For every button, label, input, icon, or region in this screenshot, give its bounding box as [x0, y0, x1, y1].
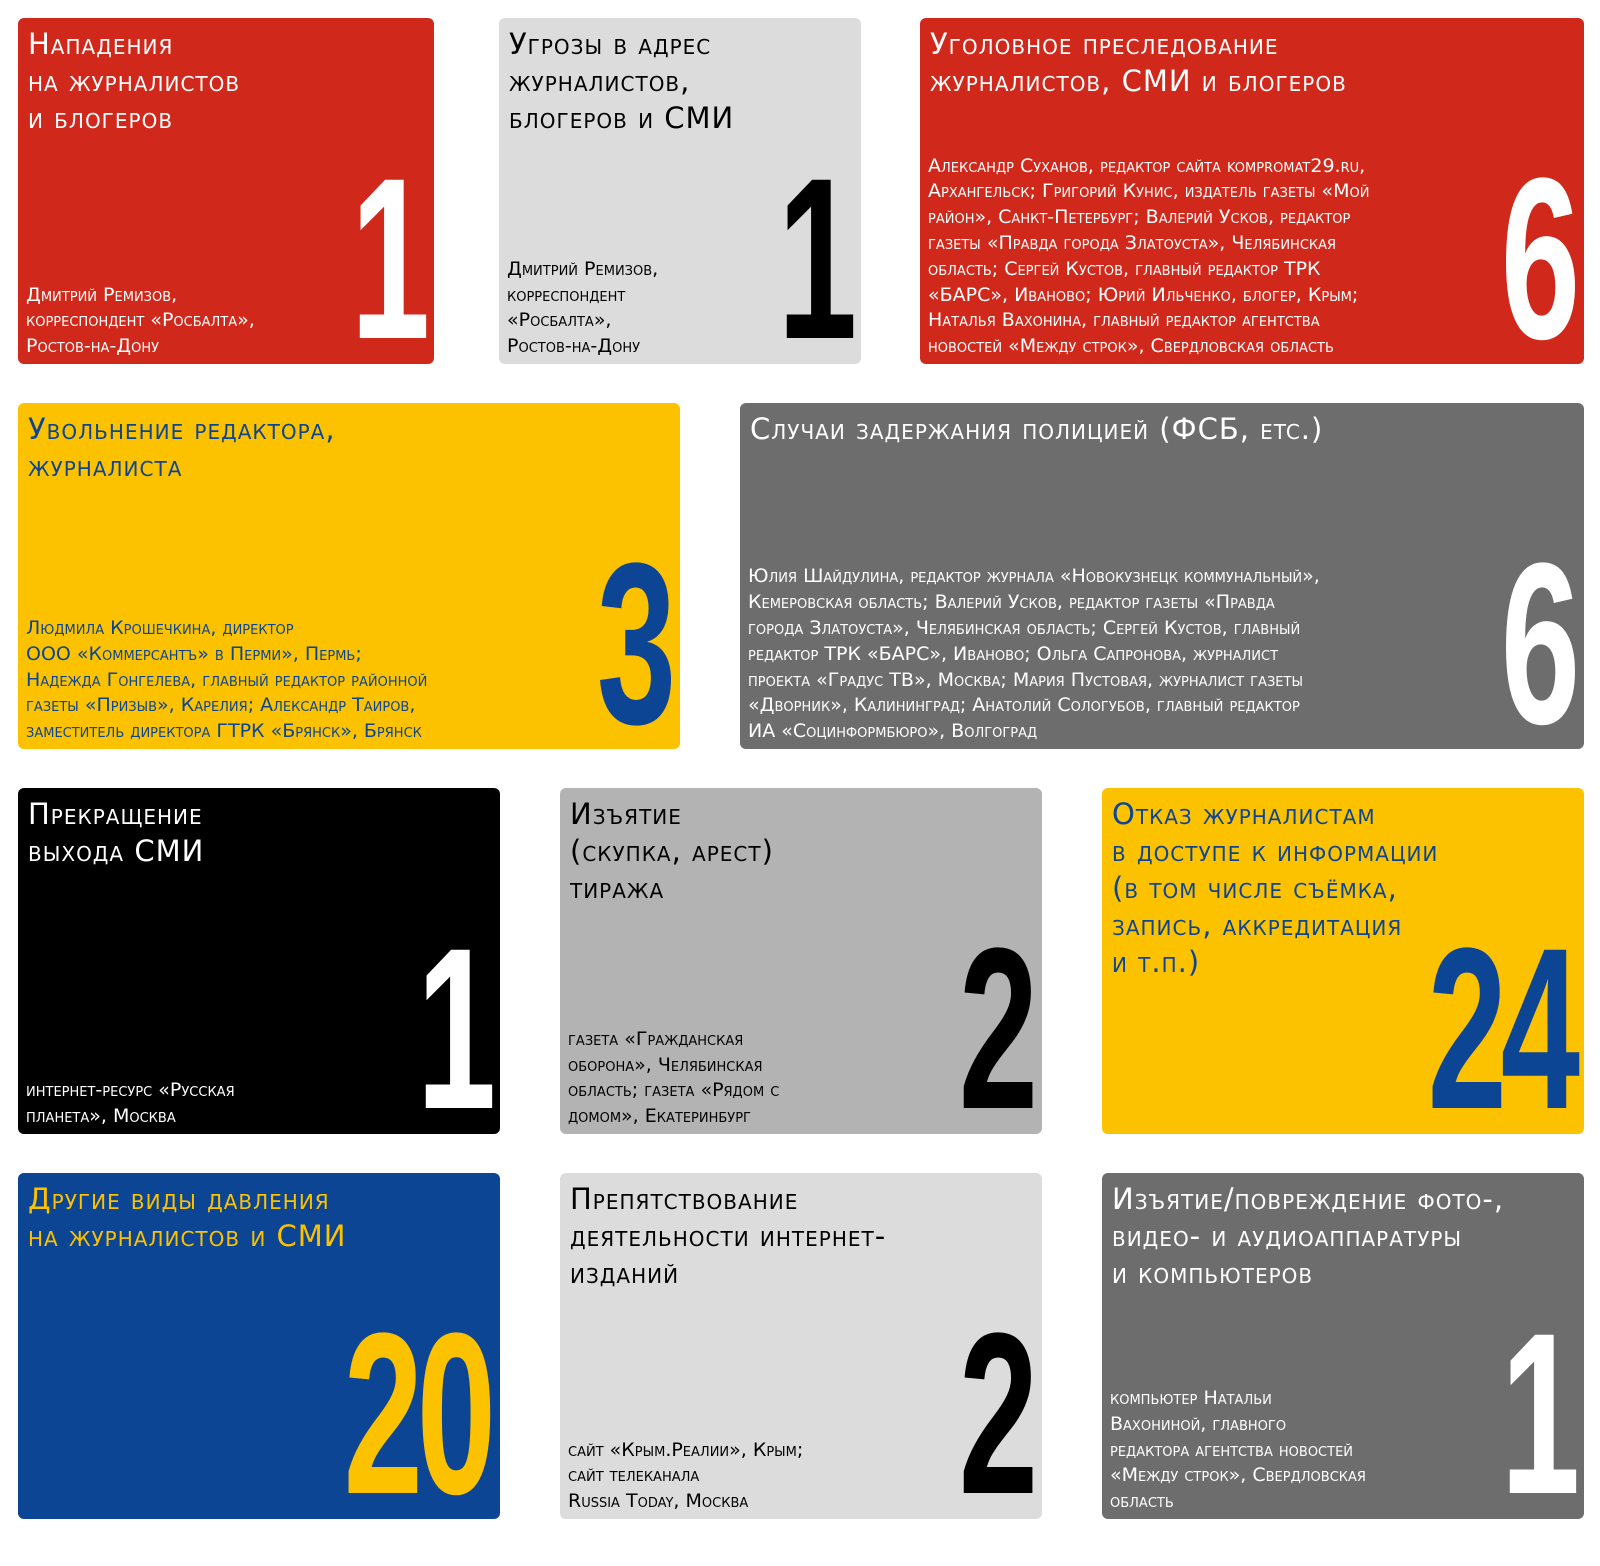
card-count: 1 — [350, 130, 424, 364]
card-title: Угрозы в адрес журналистов, блогеров и СМИ — [509, 27, 735, 135]
card-title: Прекращение выхода СМИ — [28, 797, 205, 868]
card-details: сайт «Крым.Реалии», Крым; сайт телеканала Russia Today, Москва — [568, 1438, 804, 1513]
card-equipment-seizure — [1102, 1173, 1584, 1519]
card-title: Увольнение редактора, журналиста — [28, 412, 336, 483]
card-details: интернет-ресурс «Русская планета», Москва — [26, 1079, 235, 1128]
card-details: Дмитрий Ремизов, корреспондент «Росбалта», Ростов-на-Дону — [26, 283, 255, 358]
card-count: 6 — [1500, 515, 1574, 749]
card-title: Препятствование деятельности интернет- изданий — [570, 1182, 887, 1290]
card-count: 1 — [416, 900, 490, 1134]
card-count: 2 — [958, 1285, 1032, 1519]
card-count: 2 — [958, 900, 1032, 1134]
card-title: Случаи задержания полицией (ФСБ, etc.) — [750, 412, 1324, 446]
card-count: 20 — [343, 1285, 490, 1519]
card-title: Изъятие/повреждение фото-, видео- и аудиоаппаратуры и компьютеров — [1112, 1182, 1505, 1290]
card-dismissal — [18, 403, 680, 749]
card-title: Другие виды давления на журналистов и СМИ — [28, 1182, 347, 1253]
card-title: Уголовное преследование журналистов, СМИ и блогеров — [930, 27, 1347, 98]
card-count: 1 — [777, 130, 851, 364]
card-title: Отказ журналистам в доступе к информации (в том числе съёмка, запись, аккредитация и т.п.) — [1112, 797, 1439, 979]
card-internet-obstruction — [560, 1173, 1042, 1519]
card-threats — [499, 18, 861, 364]
card-criminal-prosecution — [920, 18, 1584, 364]
card-media-closure — [18, 788, 500, 1134]
card-details: компьютер Натальи Вахониной, главного редактора агентства новостей «Между строк», Свердловская область — [1110, 1387, 1366, 1513]
card-details: Александр Суханов, редактор сайта kompromat29.ru, Архангельск; Григорий Кунис, издатель газеты «Мой район», Санкт-Петербург; Валерий Усков, редактор газеты «Правда города Златоуста», Челябинская область; Сергей Кустов, главный редактор ТРК «БАРС», Иваново; Юрий Ильченко, блогер, Крым; Наталья Вахонина, главный редактор агентства новостей «Между строк», Свердловская область — [928, 154, 1370, 358]
card-count: 24 — [1427, 900, 1574, 1134]
card-details: газета «Гражданская оборона», Челябинская область; газета «Рядом с домом», Екатеринбург — [568, 1027, 780, 1128]
card-title: Нападения на журналистов и блогеров — [28, 27, 241, 135]
card-count: 3 — [596, 515, 670, 749]
card-access-denial — [1102, 788, 1584, 1134]
card-detentions — [740, 403, 1584, 749]
card-details: Юлия Шайдулина, редактор журнала «Новокузнецк коммунальный», Кемеровская область; Валерий Усков, редактор газеты «Правда города Златоуста», Челябинская область; Сергей Кустов, главный редактор ТРК «БАРС», Иваново; Ольга Сапронова, журналист проекта «Градус ТВ», Москва; Мария Пустовая, журналист газеты «Дворник», Калининград; Анатолий Сологубов, главный редактор ИА «Социнформбюро», Волгоград — [748, 565, 1320, 743]
card-details: Людмила Крошечкина, директор ООО «Коммерсантъ» в Перми», Пермь; Надежда Гонгелева, главный редактор районной газеты «Призыв», Карелия; Александр Таиров, заместитель директора ГТРК «Брянск», Брянск — [26, 617, 428, 743]
card-details: Дмитрий Ремизов, корреспондент «Росбалта», Ростов-на-Дону — [507, 257, 659, 358]
card-circulation-seizure — [560, 788, 1042, 1134]
card-attacks — [18, 18, 434, 364]
card-count: 1 — [1500, 1285, 1574, 1519]
card-title: Изъятие (скупка, арест) тиража — [570, 797, 774, 905]
card-count: 6 — [1500, 130, 1574, 364]
card-other-pressure — [18, 1173, 500, 1519]
